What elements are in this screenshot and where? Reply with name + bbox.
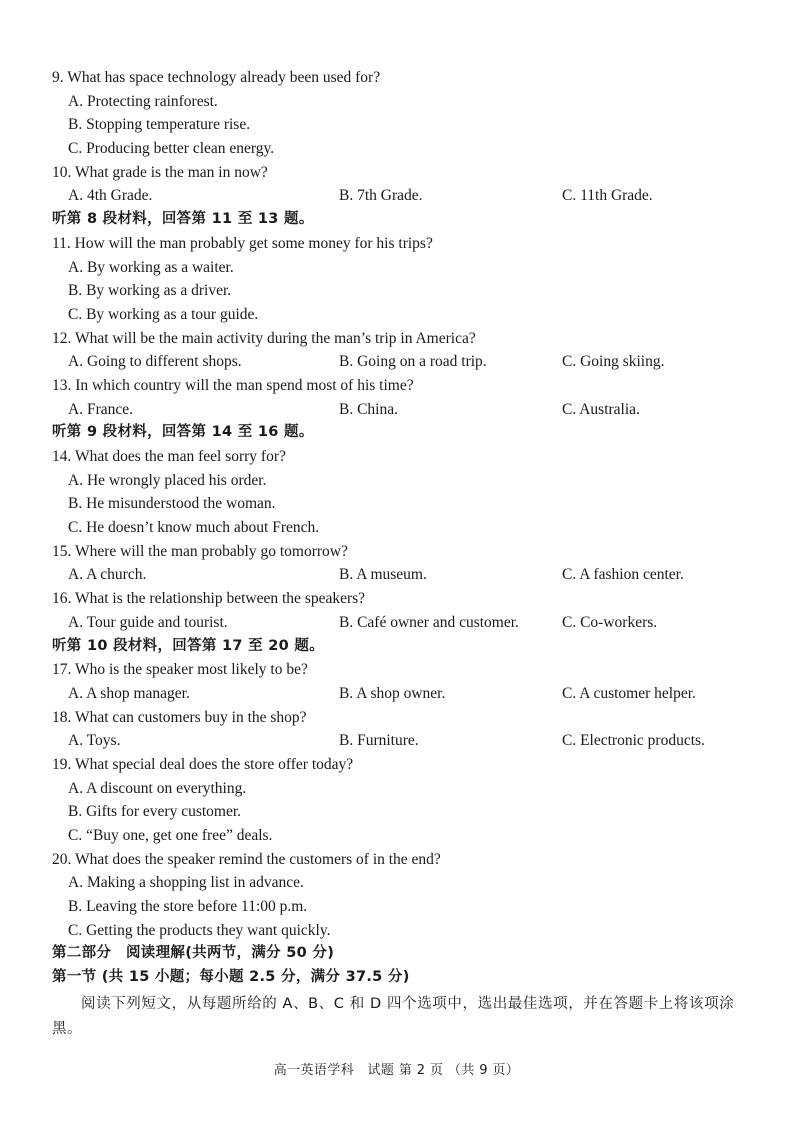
question-18-option-a: A. Toys. <box>68 732 121 750</box>
reading-instruction: 阅读下列短文，从每题所给的 A、B、C 和 D 四个选项中，选出最佳选项，并在答题卡上将该项涂黑。 <box>52 995 735 1037</box>
question-17-option-c: C. A customer helper. <box>562 684 696 702</box>
question-18-option-b: B. Furniture. <box>339 732 419 750</box>
question-14-option-b: B. He misunderstood the woman. <box>68 495 276 513</box>
question-13-option-a: A. France. <box>68 400 133 418</box>
question-13-option-b: B. China. <box>339 400 398 418</box>
question-20-option-c: C. Getting the products they want quickly. <box>68 921 331 939</box>
question-9-option-b: B. Stopping temperature rise. <box>68 116 251 134</box>
question-15-options <box>52 563 752 587</box>
question-9-option-a: A. Protecting rainforest. <box>68 92 218 110</box>
question-12-stem: 12. What will be the main activity during the man’s trip in America? <box>52 329 476 347</box>
question-17-option-a: A. A shop manager. <box>68 684 190 702</box>
question-20-stem: 20. What does the speaker remind the customers of in the end? <box>52 850 441 868</box>
question-10-option-c: C. 11th Grade. <box>562 187 653 205</box>
question-9-option-c: C. Producing better clean energy. <box>68 140 275 158</box>
question-12-option-b: B. Going on a road trip. <box>339 353 487 371</box>
question-16-options <box>52 611 752 635</box>
question-20-option-b: B. Leaving the store before 11:00 p.m. <box>68 898 308 916</box>
question-16-option-b: B. Café owner and customer. <box>339 613 519 631</box>
question-17-stem: 17. Who is the speaker most likely to be? <box>52 661 308 679</box>
material-10-heading: 听第 10 段材料，回答第 17 至 20 题。 <box>52 637 325 654</box>
part-2-heading: 第二部分 阅读理解(共两节，满分 50 分) <box>52 945 335 962</box>
question-10-stem: 10. What grade is the man in now? <box>52 163 268 181</box>
page-content <box>52 66 752 1042</box>
question-19-option-b: B. Gifts for every customer. <box>68 803 242 821</box>
question-10-option-a: A. 4th Grade. <box>68 187 153 205</box>
question-12-options <box>52 350 752 374</box>
question-14-stem: 14. What does the man feel sorry for? <box>52 448 286 465</box>
question-10-options <box>52 184 752 208</box>
question-13-options <box>52 398 752 422</box>
question-16-option-c: C. Co-workers. <box>562 613 658 631</box>
question-9-stem: 9. What has space technology already been used for? <box>52 69 381 86</box>
question-11-option-b: B. By working as a driver. <box>68 282 232 300</box>
question-15-option-a: A. A church. <box>68 566 147 584</box>
question-10-option-b: B. 7th Grade. <box>339 187 423 205</box>
question-12-option-a: A. Going to different shops. <box>68 353 242 371</box>
question-19-stem: 19. What special deal does the store offer today? <box>52 755 354 773</box>
question-14-option-c: C. He doesn’t know much about French. <box>68 519 320 537</box>
question-19-option-a: A. A discount on everything. <box>68 779 247 797</box>
section-1-heading: 第一节 (共 15 小题；每小题 2.5 分，满分 37.5 分) <box>52 969 410 986</box>
question-19-option-c: C. “Buy one, get one free” deals. <box>68 827 273 844</box>
question-14-option-a: A. He wrongly placed his order. <box>68 471 267 489</box>
question-16-option-a: A. Tour guide and tourist. <box>68 613 228 631</box>
question-18-options <box>52 729 752 753</box>
material-8-heading: 听第 8 段材料，回答第 11 至 13 题。 <box>52 211 314 228</box>
question-13-stem: 13. In which country will the man spend most of his time? <box>52 376 414 394</box>
material-9-heading: 听第 9 段材料，回答第 14 至 16 题。 <box>52 424 314 441</box>
question-17-option-b: B. A shop owner. <box>339 684 446 702</box>
question-11-option-a: A. By working as a waiter. <box>68 258 234 276</box>
question-18-option-c: C. Electronic products. <box>562 732 705 750</box>
question-20-option-a: A. Making a shopping list in advance. <box>68 874 304 892</box>
question-15-option-c: C. A fashion center. <box>562 566 684 584</box>
question-15-option-b: B. A museum. <box>339 566 427 584</box>
question-15-stem: 15. Where will the man probably go tomorrow? <box>52 542 348 560</box>
question-11-option-c: C. By working as a tour guide. <box>68 305 259 323</box>
question-16-stem: 16. What is the relationship between the speakers? <box>52 590 366 608</box>
question-12-option-c: C. Going skiing. <box>562 353 665 371</box>
page-footer: 高一英语学科 试题 第 2 页 （共 9 页） <box>273 1063 520 1078</box>
question-13-option-c: C. Australia. <box>562 400 640 418</box>
question-18-stem: 18. What can customers buy in the shop? <box>52 708 307 726</box>
question-11-stem: 11. How will the man probably get some money for his trips? <box>52 234 433 252</box>
question-17-options <box>52 682 752 706</box>
